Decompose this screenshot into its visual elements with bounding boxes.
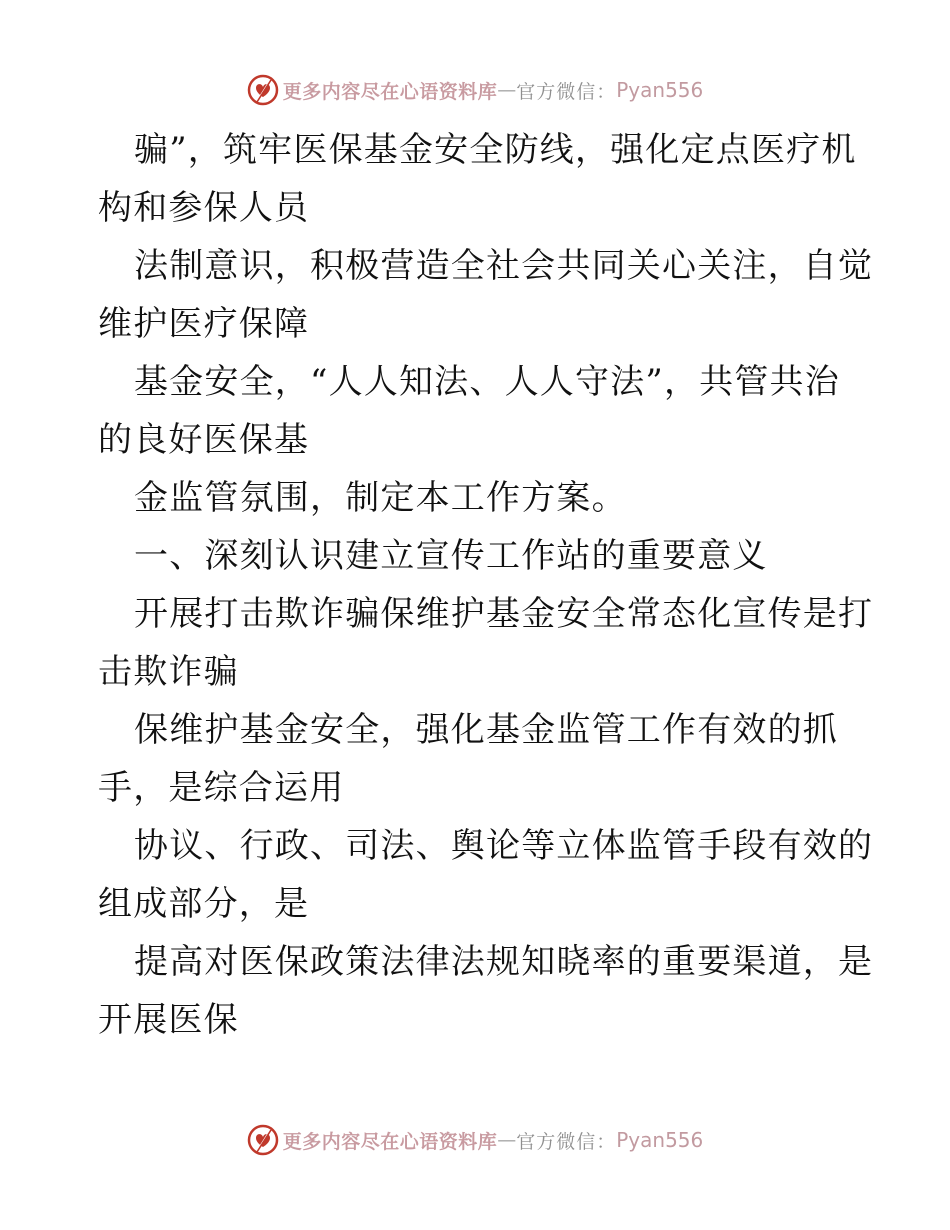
text-line: 的良好医保基 <box>98 420 310 460</box>
watermark-header <box>0 70 950 110</box>
text-line: 击欺诈骗 <box>98 652 239 692</box>
watermark-title: 更多内容尽在心语资料库 <box>282 80 498 103</box>
text-line: 保维护基金安全，强化基金监管工作有效的抓 <box>134 710 838 750</box>
text-line: 开展医保 <box>98 1000 239 1040</box>
text-line: 开展打击欺诈骗保维护基金安全常态化宣传是打 <box>134 594 874 634</box>
heart-pen-logo-icon <box>247 74 279 106</box>
text-line: 骗”，筑牢医保基金安全防线，强化定点医疗机 <box>134 130 857 170</box>
text-line: 构和参保人员 <box>98 188 310 228</box>
watermark-wechat-label: 官方微信： <box>516 1130 617 1153</box>
text-line: 组成部分，是 <box>98 884 310 924</box>
text-line: 法制意识，积极营造全社会共同关心关注，自觉 <box>134 246 874 286</box>
watermark-dash: — <box>497 79 517 101</box>
section-heading: 一、深刻认识建立宣传工作站的重要意义 <box>134 536 768 576</box>
text-line: 提高对医保政策法律法规知晓率的重要渠道，是 <box>134 942 874 982</box>
watermark-wechat-label: 官方微信： <box>516 80 617 103</box>
text-line: 协议、行政、司法、舆论等立体监管手段有效的 <box>134 826 874 866</box>
heart-pen-logo-icon <box>247 1124 279 1156</box>
document-body <box>98 121 874 1049</box>
watermark-wechat-id: Pyan556 <box>616 1128 704 1152</box>
text-line: 基金安全，“人人知法、人人守法”，共管共治 <box>134 362 840 402</box>
text-line: 维护医疗保障 <box>98 304 310 344</box>
text-line: 手，是综合运用 <box>98 768 345 808</box>
watermark-footer <box>0 1120 950 1160</box>
watermark-title: 更多内容尽在心语资料库 <box>282 1130 498 1153</box>
watermark-dash: — <box>497 1129 517 1151</box>
text-line: 金监管氛围，制定本工作方案。 <box>134 478 627 518</box>
watermark-wechat-id: Pyan556 <box>616 78 704 102</box>
